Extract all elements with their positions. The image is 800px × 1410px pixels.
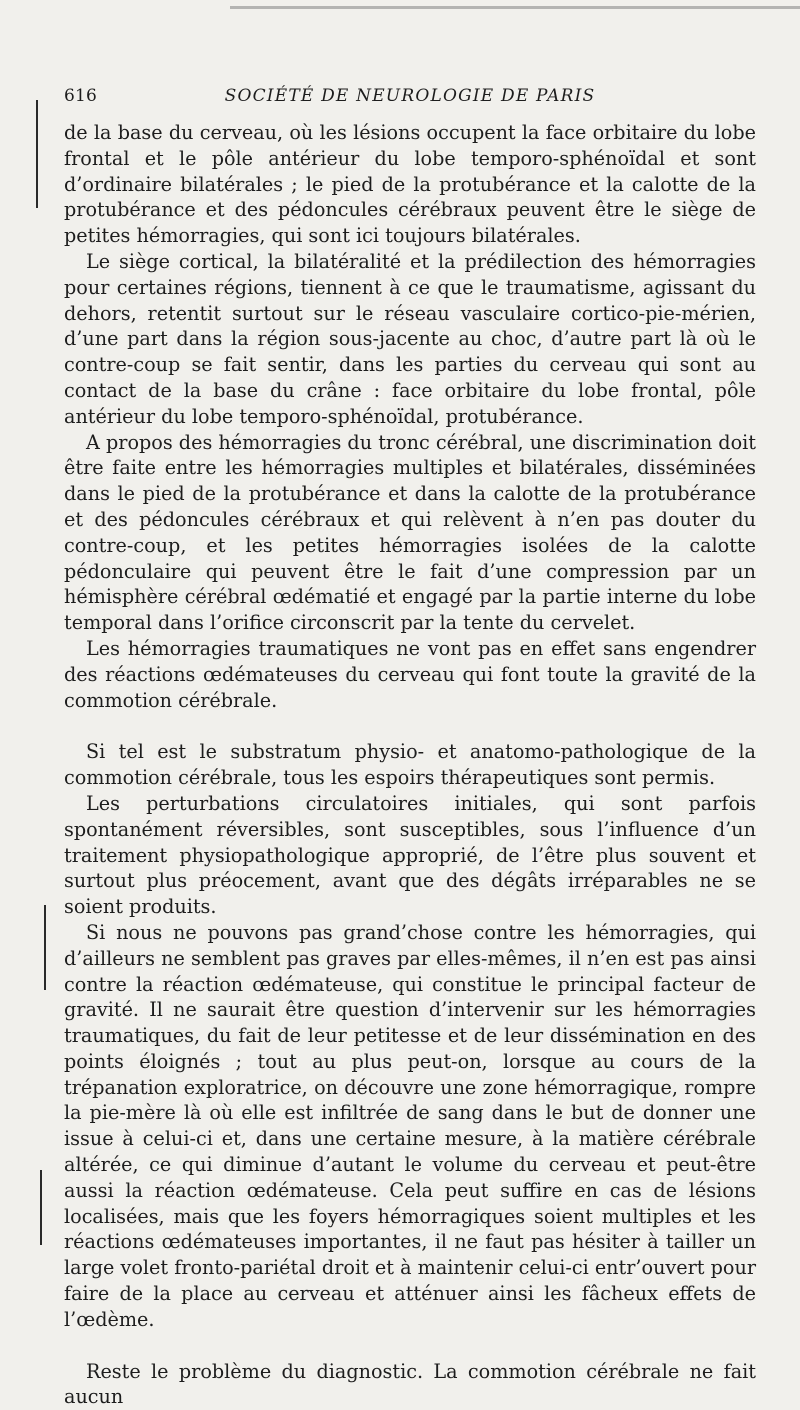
page-number: 616 — [64, 86, 98, 106]
paragraph: Le siège cortical, la bilatéralité et la prédilection des hémorragies pour certaines régions, tiennent à ce que le traumatisme, agissant du dehors, retentit surtout sur le réseau vasculaire cortico-pie-mérien, d’une part dans la région sous-jacente au choc, d’autre part là où le contre-coup se fait sentir, dans les parties du cerveau qui sont au contact de la base du crâne : face orbitaire du lobe frontal, pôle antérieur du lobe temporo-sphénoïdal, protubérance. — [64, 249, 756, 428]
paragraph: Les hémorragies traumatiques ne vont pas en effet sans engendrer des réactions œdémateuses du cerveau qui font toute la gravité de la commotion cérébrale. — [64, 636, 756, 712]
body-text — [64, 120, 756, 1410]
paragraph: Si tel est le substratum physio- et anatomo-pathologique de la commotion cérébrale, tous les espoirs thérapeutiques sont permis. — [64, 740, 756, 790]
paragraph: Les perturbations circulatoires initiales, qui sont parfois spontanément réversibles, sont susceptibles, sous l’influence d’un traitement physiopathologique approprié, de l’être plus souvent et surtout plus préocement, avant que des dégâts irréparables ne se soient produits. — [64, 791, 756, 919]
paragraph: Si nous ne pouvons pas grand’chose contre les hémorragies, qui d’ailleurs ne semblent pas graves par elles-mêmes, il n’en est pas ainsi contre la réaction œdémateuse, qui constitue le principal facteur de gravité. Il ne saurait être question d’intervenir sur les hémorragies traumatiques, du fait de leur petitesse et de leur dissémination en des points éloignés ; tout au plus peut-on, lorsque au cours de la trépanation exploratrice, on découvre une zone hémorragique, rompre la pie-mère là où elle est infiltrée de sang dans le but de donner une issue à celui-ci et, dans une certaine mesure, à la matière cérébrale altérée, ce qui diminue d’autant le volume du cerveau et peut-être aussi la réaction œdémateuse. Cela peut suffire en cas de lésions localisées, mais que les foyers hémorragiques soient multiples et les réactions œdémateuses importantes, il ne faut pas hésiter à tailler un large volet fronto-pariétal droit et à maintenir celui-ci entr’ouvert pour faire de la place au cerveau et atténuer ainsi les fâcheux effets de l’œdème. — [64, 920, 756, 1331]
margin-mark — [40, 1170, 42, 1245]
paragraph: A propos des hémorragies du tronc cérébral, une discrimination doit être faite entre les hémorragies multiples et bilatérales, disséminées dans le pied de la protubérance et dans la calotte de la protubérance et des pédoncules cérébraux et qui relèvent à n’en pas douter du contre-coup, et les petites hémorragies isolées de la calotte pédonculaire qui peuvent être le fait d’une compression par un hémisphère cérébral œdématié et engagé par la partie interne du lobe temporal dans l’orifice circonscrit par la tente du cervelet. — [64, 430, 756, 635]
paragraph: Reste le problème du diagnostic. La commotion cérébrale ne fait aucun — [64, 1359, 756, 1409]
page-header — [64, 86, 756, 110]
margin-mark — [36, 100, 38, 208]
margin-mark — [44, 905, 46, 990]
running-title: SOCIÉTÉ DE NEUROLOGIE DE PARIS — [224, 86, 596, 106]
top-rule — [230, 6, 800, 9]
paragraph: de la base du cerveau, où les lésions occupent la face orbitaire du lobe frontal et le pôle antérieur du lobe temporo-sphénoïdal et sont d’ordinaire bilatérales ; le pied de la protubérance et la calotte de la protubérance et des pédoncules cérébraux peuvent être le siège de petites hémorragies, qui sont ici toujours bilatérales. — [64, 121, 756, 248]
